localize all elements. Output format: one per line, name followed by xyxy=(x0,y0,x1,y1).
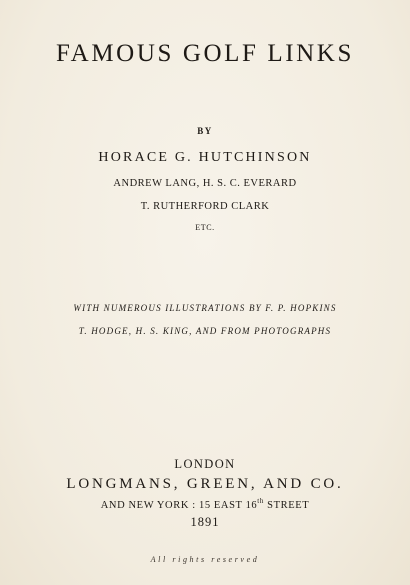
illustrations-line-2: T. HODGE, H. S. KING, AND FROM PHOTOGRAPHS xyxy=(78,326,332,336)
by-label: BY xyxy=(197,126,213,136)
author-name: HORACE G. HUTCHINSON xyxy=(98,150,312,165)
publication-year: 1891 xyxy=(190,515,220,529)
new-york-ordinal: th xyxy=(257,497,264,505)
rights-notice: All rights reserved xyxy=(150,555,260,564)
illustrations-line-1: WITH NUMEROUS ILLUSTRATIONS BY F. P. HOPKINS xyxy=(73,303,337,313)
book-title: FAMOUS GOLF LINKS xyxy=(56,40,354,67)
coauthors-line-1: ANDREW LANG, H. S. C. EVERARD xyxy=(113,178,297,189)
new-york-address xyxy=(0,497,410,511)
coauthors-line-2: T. RUTHERFORD CLARK xyxy=(140,201,270,212)
new-york-suffix: STREET xyxy=(263,500,310,511)
publication-place: LONDON xyxy=(174,457,236,471)
etc-label: ETC. xyxy=(195,223,215,232)
publisher-name: LONGMANS, GREEN, AND CO. xyxy=(66,476,344,492)
new-york-prefix: AND NEW YORK : 15 EAST 16 xyxy=(100,500,258,511)
